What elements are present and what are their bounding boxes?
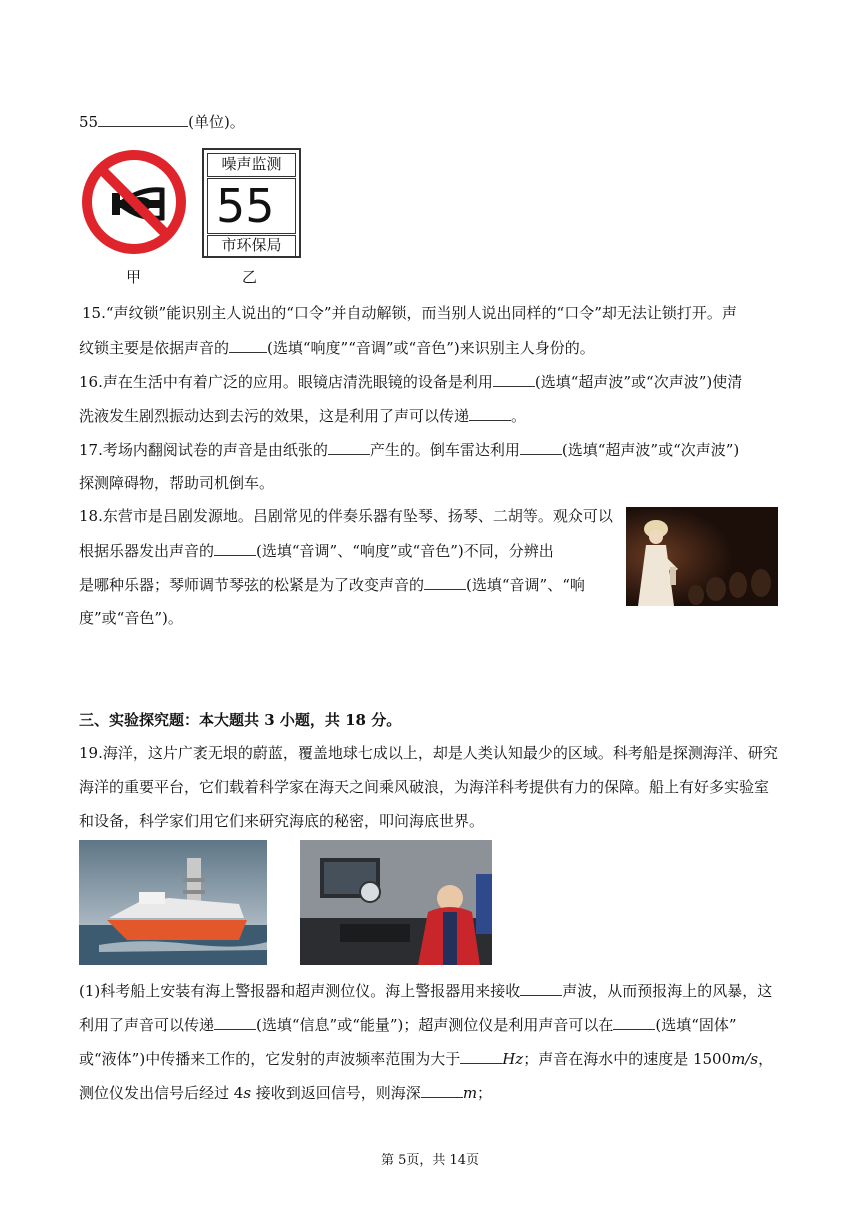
noise-sign-value: 55 [207,178,296,234]
q19-part1-line2: 利用了声音可以传递 (选填“信息”或“能量”)；超声测位仪是利用声音可以在 (选填“固体” [79,1016,737,1034]
answer-blank [460,1048,502,1064]
q18-line1: 18.东营市是吕剧发源地。吕剧常见的伴奏乐器有坠琴、扬琴、二胡等。观众可以 [79,507,613,525]
answer-blank [214,540,256,556]
q15-line2: 纹锁主要是依据声音的 (选填“响度”“音调”或“音色”)来识别主人身份的。 [79,339,595,357]
q16-line1: 16.声在生活中有着广泛的应用。眼镜店清洗眼镜的设备是利用 (选填“超声波”或“次声波”)使清 [79,373,743,391]
q19-part1-line3: 或“液体”)中传播来工作的，它发射的声波频率范围为大于 Hz；声音在海水中的速度是 1500m/s， [79,1050,774,1068]
q18-line4: 度”或“音色”)。 [79,609,183,627]
answer-blank [520,439,562,455]
q18-line3: 是哪种乐器；琴师调节琴弦的松紧是为了改变声音的 (选填“音调”、“响 [79,576,585,594]
q19-part1-line4: 测位仪发出信号后经过 4s 接收到返回信号，则海深 m； [79,1084,493,1102]
section-3-title: 三、实验探究题：本大题共 3 小题，共 18 分。 [79,711,402,729]
q18-line2: 根据乐器发出声音的 (选填“音调”、“响度”或“音色”)不同，分辨出 [79,542,554,560]
noise-monitor-sign [202,148,301,258]
q17-line2: 探测障碍物，帮助司机倒车。 [79,474,275,492]
control-room-photo [300,840,492,965]
answer-blank [424,574,466,590]
answer-blank [421,1082,463,1098]
q15-line1: 15.“声纹锁”能识别主人说出的“口令”并自动解锁，而当别人说出同样的“口令”却无法让锁打开。声 [82,304,737,322]
answer-blank [214,1014,256,1030]
answer-blank [229,337,267,353]
q19-line1: 19.海洋，这片广袤无垠的蔚蓝，覆盖地球七成以上，却是人类认知最少的区域。科考船是探测海洋、研究 [79,744,778,762]
q16-line2: 洗液发生剧烈振动达到去污的效果，这是利用了声可以传递 。 [79,407,527,425]
page-footer: 第 5页，共 14页 [380,1153,480,1168]
q19-line3: 和设备，科学家们用它们来研究海底的秘密，叩问海底世界。 [79,812,485,830]
answer-blank [520,980,562,996]
q19-part1-line1: (1)科考船上安装有海上警报器和超声测位仪。海上警报器用来接收 声波，从而预报海上的风暴，这 [79,982,773,1000]
answer-blank [469,405,511,421]
research-ship-photo [79,840,267,965]
noise-sign-title: 噪声监测 [207,153,296,177]
opera-performer-photo [626,507,778,606]
figure-label-yi: 乙 [242,268,258,286]
q19-line2: 海洋的重要平台，它们载着科学家在海天之间乘风破浪，为海洋科考提供有力的保障。船上有好多实验室 [79,778,770,796]
q17-line1: 17.考场内翻阅试卷的声音是由纸张的 产生的。倒车雷达利用 (选填“超声波”或“次声波”) [79,441,740,459]
answer-blank [98,111,188,127]
no-horn-icon [80,148,188,256]
answer-blank [328,439,370,455]
answer-blank [613,1014,655,1030]
noise-sign-footer: 市环保局 [207,235,296,257]
answer-blank [493,371,535,387]
q14-answer-line: 55 (单位)。 [79,113,245,131]
figure-label-jia: 甲 [126,268,142,286]
